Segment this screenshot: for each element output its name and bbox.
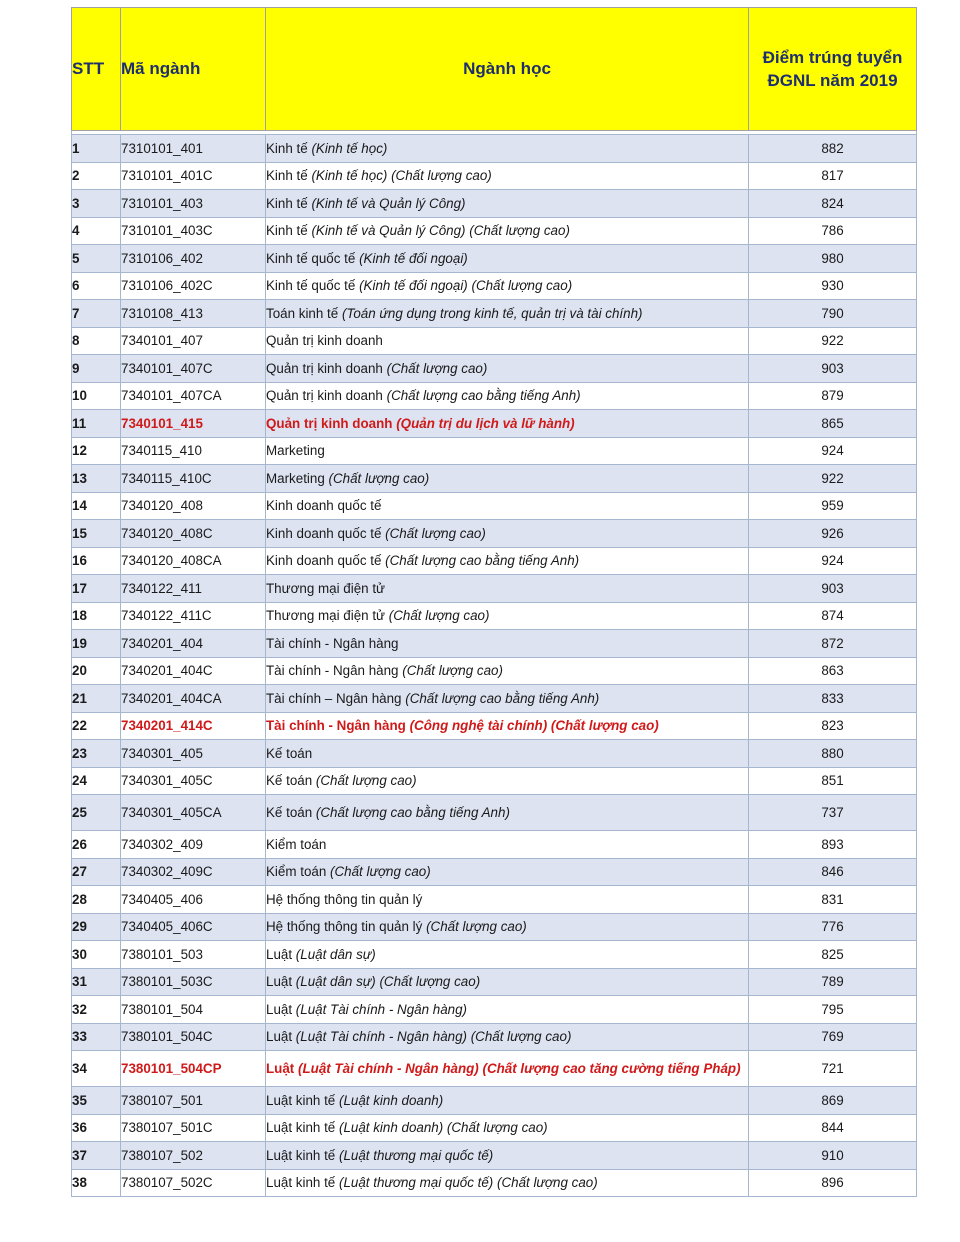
row-name	[266, 217, 749, 245]
table-row	[72, 1142, 917, 1170]
row-code: 7310106_402C	[121, 272, 266, 300]
row-name	[266, 740, 749, 768]
row-code: 7340201_404C	[121, 657, 266, 685]
row-name	[266, 492, 749, 520]
row-score: 910	[749, 1142, 917, 1170]
row-name-main: Thương mại điện tử	[266, 608, 386, 624]
row-name	[266, 858, 749, 886]
table-row	[72, 657, 917, 685]
table-row	[72, 327, 917, 355]
row-name	[266, 602, 749, 630]
row-name-main: Luật	[266, 1029, 293, 1045]
row-name-main: Kinh doanh quốc tế	[266, 525, 382, 541]
row-stt: 15	[72, 520, 121, 548]
table-row	[72, 382, 917, 410]
row-code: 7340120_408	[121, 492, 266, 520]
row-name-detail: (Toán ứng dụng trong kinh tế, quản trị và tài chính)	[341, 305, 643, 321]
row-name	[266, 575, 749, 603]
row-score: 833	[749, 685, 917, 713]
row-name-main: Quản trị kinh doanh	[266, 333, 383, 349]
row-name-detail: (Chất lượng cao)	[388, 608, 490, 624]
row-name-main: Kế toán	[266, 805, 313, 820]
row-stt: 16	[72, 547, 121, 575]
row-name-main: Hệ thống thông tin quản lý	[266, 919, 423, 935]
row-score: 824	[749, 190, 917, 218]
row-name	[266, 355, 749, 383]
row-score: 831	[749, 886, 917, 914]
row-name	[266, 437, 749, 465]
row-name-detail: (Luật kinh doanh)	[338, 1092, 444, 1108]
row-stt: 28	[72, 886, 121, 914]
row-name	[266, 767, 749, 795]
row-score: 893	[749, 831, 917, 859]
row-score: 903	[749, 355, 917, 383]
row-code: 7340122_411	[121, 575, 266, 603]
row-name-main: Kinh tế quốc tế	[266, 250, 356, 266]
row-stt: 31	[72, 968, 121, 996]
row-name-main: Kinh tế quốc tế	[266, 278, 356, 294]
row-name-main: Quản trị kinh doanh	[266, 360, 383, 376]
row-name-main: Kế toán	[266, 773, 313, 789]
row-name-detail: (Chất lượng cao)	[386, 360, 488, 376]
row-name-main: Toán kinh tế	[266, 305, 339, 321]
row-code: 7380101_504	[121, 996, 266, 1024]
row-name-main: Kinh tế	[266, 195, 308, 211]
row-name-main: Luật kinh tế	[266, 1092, 336, 1108]
row-code: 7340115_410C	[121, 465, 266, 493]
row-name-detail: (Chất lượng cao)	[330, 864, 431, 880]
row-name-detail: (Luật Tài chính - Ngân hàng) (Chất lượng cao)	[295, 1029, 572, 1045]
row-code: 7310106_402	[121, 245, 266, 273]
row-stt: 18	[72, 602, 121, 630]
row-name-main: Kinh tế	[266, 140, 308, 156]
row-name-main: Kinh tế	[266, 168, 308, 184]
row-name-detail: (Luật Tài chính - Ngân hàng)	[295, 1001, 467, 1017]
row-code: 7340301_405	[121, 740, 266, 768]
row-name-detail: (Luật kinh doanh) (Chất lượng cao)	[338, 1120, 548, 1136]
row-code: 7340405_406C	[121, 913, 266, 941]
row-name-detail: (Kinh tế đối ngoại)	[359, 250, 468, 266]
row-stt: 32	[72, 996, 121, 1024]
row-name	[266, 886, 749, 914]
row-name	[266, 831, 749, 859]
row-score: 922	[749, 465, 917, 493]
row-score: 865	[749, 410, 917, 438]
row-stt: 23	[72, 740, 121, 768]
row-name-main: Kinh doanh quốc tế	[266, 553, 382, 569]
row-code: 7380107_501	[121, 1087, 266, 1115]
table-row	[72, 1023, 917, 1051]
row-score: 825	[749, 941, 917, 969]
row-stt: 35	[72, 1087, 121, 1115]
row-stt: 19	[72, 630, 121, 658]
row-score: 930	[749, 272, 917, 300]
table-row	[72, 1169, 917, 1197]
row-code: 7340101_407CA	[121, 382, 266, 410]
row-name-detail: (Chất lượng cao)	[426, 919, 527, 935]
row-code: 7380107_501C	[121, 1114, 266, 1142]
row-stt: 25	[72, 795, 121, 831]
row-name-main: Kiểm toán	[266, 836, 327, 852]
row-name	[266, 941, 749, 969]
row-name-main: Luật kinh tế	[266, 1175, 336, 1191]
row-stt: 21	[72, 685, 121, 713]
table-row	[72, 437, 917, 465]
row-stt: 10	[72, 382, 121, 410]
table-row	[72, 685, 917, 713]
row-code: 7380101_503C	[121, 968, 266, 996]
row-score: 869	[749, 1087, 917, 1115]
row-code: 7340301_405CA	[121, 795, 266, 831]
row-name	[266, 245, 749, 273]
row-name-main: Luật kinh tế	[266, 1120, 336, 1136]
table-row	[72, 795, 917, 831]
row-name	[266, 547, 749, 575]
table-row	[72, 712, 917, 740]
table-row	[72, 968, 917, 996]
row-name-main: Luật kinh tế	[266, 1147, 336, 1163]
row-name-main: Tài chính - Ngân hàng	[266, 718, 406, 734]
header-score-line1: Điểm trúng tuyển	[762, 48, 903, 67]
header-name: Ngành học	[266, 8, 749, 131]
row-name-detail: (Luật thương mại quốc tế)	[338, 1147, 494, 1163]
row-score: 879	[749, 382, 917, 410]
row-name	[266, 382, 749, 410]
row-name	[266, 1114, 749, 1142]
table-row	[72, 410, 917, 438]
row-name-detail: (Chất lượng cao)	[328, 470, 430, 486]
row-stt: 27	[72, 858, 121, 886]
row-code: 7340120_408C	[121, 520, 266, 548]
row-score: 926	[749, 520, 917, 548]
row-stt: 30	[72, 941, 121, 969]
row-code: 7340115_410	[121, 437, 266, 465]
row-code: 7340301_405C	[121, 767, 266, 795]
row-name	[266, 712, 749, 740]
row-score: 874	[749, 602, 917, 630]
row-stt: 9	[72, 355, 121, 383]
row-name-detail: (Luật dân sự)	[295, 946, 376, 962]
row-name-main: Marketing	[266, 443, 325, 459]
row-score: 924	[749, 437, 917, 465]
row-name	[266, 327, 749, 355]
row-code: 7340122_411C	[121, 602, 266, 630]
row-name	[266, 996, 749, 1024]
row-code: 7340120_408CA	[121, 547, 266, 575]
table-row	[72, 492, 917, 520]
row-stt: 4	[72, 217, 121, 245]
row-score: 789	[749, 968, 917, 996]
table-row	[72, 767, 917, 795]
row-name-detail: (Kinh tế học) (Chất lượng cao)	[311, 168, 492, 184]
row-score: 924	[749, 547, 917, 575]
row-code: 7310108_413	[121, 300, 266, 328]
row-name	[266, 1087, 749, 1115]
table-row	[72, 941, 917, 969]
row-name	[266, 465, 749, 493]
row-code: 7340101_415	[121, 410, 266, 438]
table-row	[72, 272, 917, 300]
table-row	[72, 190, 917, 218]
header-score-line2: ĐGNL năm 2019	[767, 71, 898, 90]
row-name	[266, 520, 749, 548]
row-stt: 22	[72, 712, 121, 740]
row-code: 7340101_407	[121, 327, 266, 355]
row-name	[266, 795, 749, 831]
table-row	[72, 547, 917, 575]
table-row	[72, 886, 917, 914]
header-score	[749, 8, 917, 131]
row-name-main: Kế toán	[266, 745, 313, 761]
row-score: 737	[749, 795, 917, 831]
row-name	[266, 135, 749, 163]
row-stt: 20	[72, 657, 121, 685]
row-code: 7340302_409C	[121, 858, 266, 886]
table-row	[72, 740, 917, 768]
row-name	[266, 1142, 749, 1170]
table-row	[72, 300, 917, 328]
row-score: 786	[749, 217, 917, 245]
table-row	[72, 913, 917, 941]
table-row	[72, 858, 917, 886]
row-code: 7310101_403	[121, 190, 266, 218]
row-stt: 1	[72, 135, 121, 163]
row-score: 863	[749, 657, 917, 685]
row-name-main: Thương mại điện tử	[266, 580, 386, 596]
row-stt: 2	[72, 162, 121, 190]
table-row	[72, 996, 917, 1024]
table-body	[72, 131, 917, 1197]
row-code: 7340201_414C	[121, 712, 266, 740]
row-name	[266, 657, 749, 685]
row-score: 823	[749, 712, 917, 740]
row-code: 7380101_504C	[121, 1023, 266, 1051]
row-score: 795	[749, 996, 917, 1024]
row-score: 872	[749, 630, 917, 658]
row-code: 7340201_404	[121, 630, 266, 658]
table-row	[72, 602, 917, 630]
table-row	[72, 217, 917, 245]
row-name-detail: (Kinh tế học)	[311, 140, 388, 156]
table-row	[72, 520, 917, 548]
row-name-detail: (Chất lượng cao bằng tiếng Anh)	[315, 805, 510, 820]
row-name-detail: (Kinh tế đối ngoại) (Chất lượng cao)	[359, 278, 573, 294]
row-score: 776	[749, 913, 917, 941]
row-name-detail: (Luật dân sự) (Chất lượng cao)	[295, 974, 481, 990]
row-stt: 37	[72, 1142, 121, 1170]
row-code: 7340302_409	[121, 831, 266, 859]
row-name	[266, 685, 749, 713]
table-row	[72, 1114, 917, 1142]
row-name-main: Hệ thống thông tin quản lý	[266, 891, 423, 907]
row-score: 980	[749, 245, 917, 273]
row-name	[266, 630, 749, 658]
row-name-main: Quản trị kinh doanh	[266, 415, 393, 431]
row-name	[266, 1169, 749, 1197]
row-stt: 5	[72, 245, 121, 273]
row-name-detail: (Chất lượng cao)	[385, 525, 486, 541]
row-name-main: Kinh tế	[266, 223, 308, 239]
row-name-detail: (Chất lượng cao bằng tiếng Anh)	[386, 388, 581, 404]
table-header-row	[72, 8, 917, 131]
row-score: 817	[749, 162, 917, 190]
row-code: 7340201_404CA	[121, 685, 266, 713]
row-score: 922	[749, 327, 917, 355]
row-name	[266, 1051, 749, 1087]
row-score: 880	[749, 740, 917, 768]
row-name-detail: (Chất lượng cao)	[315, 773, 417, 789]
row-score: 903	[749, 575, 917, 603]
admission-scores-table	[71, 7, 917, 1197]
row-name	[266, 968, 749, 996]
row-stt: 34	[72, 1051, 121, 1087]
row-stt: 12	[72, 437, 121, 465]
row-stt: 6	[72, 272, 121, 300]
row-score: 844	[749, 1114, 917, 1142]
table-row	[72, 1051, 917, 1087]
row-name-main: Kinh doanh quốc tế	[266, 498, 382, 514]
table-row	[72, 1087, 917, 1115]
row-name	[266, 913, 749, 941]
row-stt: 24	[72, 767, 121, 795]
row-score: 882	[749, 135, 917, 163]
row-stt: 26	[72, 831, 121, 859]
table-row	[72, 162, 917, 190]
row-name-detail: (Chất lượng cao bằng tiếng Anh)	[385, 553, 580, 569]
row-name-main: Kiểm toán	[266, 864, 327, 880]
row-name-detail: (Quản trị du lịch và lữ hành)	[396, 415, 575, 431]
row-stt: 11	[72, 410, 121, 438]
row-stt: 8	[72, 327, 121, 355]
row-name	[266, 1023, 749, 1051]
table-row	[72, 630, 917, 658]
table-row	[72, 465, 917, 493]
table-row	[72, 355, 917, 383]
row-code: 7340405_406	[121, 886, 266, 914]
row-stt: 14	[72, 492, 121, 520]
row-name-main: Marketing	[266, 470, 325, 486]
row-name-main: Tài chính - Ngân hàng	[266, 663, 399, 679]
header-code: Mã ngành	[121, 8, 266, 131]
row-name-main: Tài chính – Ngân hàng	[266, 690, 402, 706]
row-stt: 36	[72, 1114, 121, 1142]
row-score: 846	[749, 858, 917, 886]
row-name-main: Luật	[266, 946, 293, 962]
row-code: 7310101_403C	[121, 217, 266, 245]
row-name-detail: (Luật Tài chính - Ngân hàng) (Chất lượng cao tăng cường tiếng Pháp)	[298, 1061, 741, 1076]
row-name-main: Tài chính - Ngân hàng	[266, 635, 399, 651]
row-code: 7380107_502C	[121, 1169, 266, 1197]
row-name-main: Luật	[266, 974, 293, 990]
row-score: 790	[749, 300, 917, 328]
row-stt: 7	[72, 300, 121, 328]
row-name-detail: (Luật thương mại quốc tế) (Chất lượng cao)	[338, 1175, 598, 1191]
header-stt: STT	[72, 8, 121, 131]
row-name	[266, 410, 749, 438]
table-row	[72, 831, 917, 859]
row-name-detail: (Chất lượng cao bằng tiếng Anh)	[405, 690, 600, 706]
row-name	[266, 162, 749, 190]
row-name-detail: (Chất lượng cao)	[402, 663, 503, 679]
table-row	[72, 245, 917, 273]
row-stt: 13	[72, 465, 121, 493]
row-stt: 17	[72, 575, 121, 603]
row-score: 769	[749, 1023, 917, 1051]
row-name	[266, 190, 749, 218]
table-row	[72, 135, 917, 163]
row-name-main: Luật	[266, 1001, 293, 1017]
row-stt: 3	[72, 190, 121, 218]
row-score: 896	[749, 1169, 917, 1197]
row-name-main: Quản trị kinh doanh	[266, 388, 383, 404]
row-score: 721	[749, 1051, 917, 1087]
row-code: 7380107_502	[121, 1142, 266, 1170]
row-stt: 29	[72, 913, 121, 941]
row-score: 851	[749, 767, 917, 795]
row-code: 7310101_401	[121, 135, 266, 163]
row-stt: 33	[72, 1023, 121, 1051]
row-name-detail: (Kinh tế và Quản lý Công)	[311, 195, 466, 211]
row-name	[266, 272, 749, 300]
row-stt: 38	[72, 1169, 121, 1197]
row-code: 7340101_407C	[121, 355, 266, 383]
row-score: 959	[749, 492, 917, 520]
row-name-main: Luật	[266, 1061, 295, 1076]
row-code: 7310101_401C	[121, 162, 266, 190]
table-row	[72, 575, 917, 603]
row-code: 7380101_504CP	[121, 1051, 266, 1087]
row-name	[266, 300, 749, 328]
row-code: 7380101_503	[121, 941, 266, 969]
row-name-detail: (Công nghệ tài chính) (Chất lượng cao)	[409, 718, 659, 734]
row-name-detail: (Kinh tế và Quản lý Công) (Chất lượng cao)	[311, 223, 570, 239]
